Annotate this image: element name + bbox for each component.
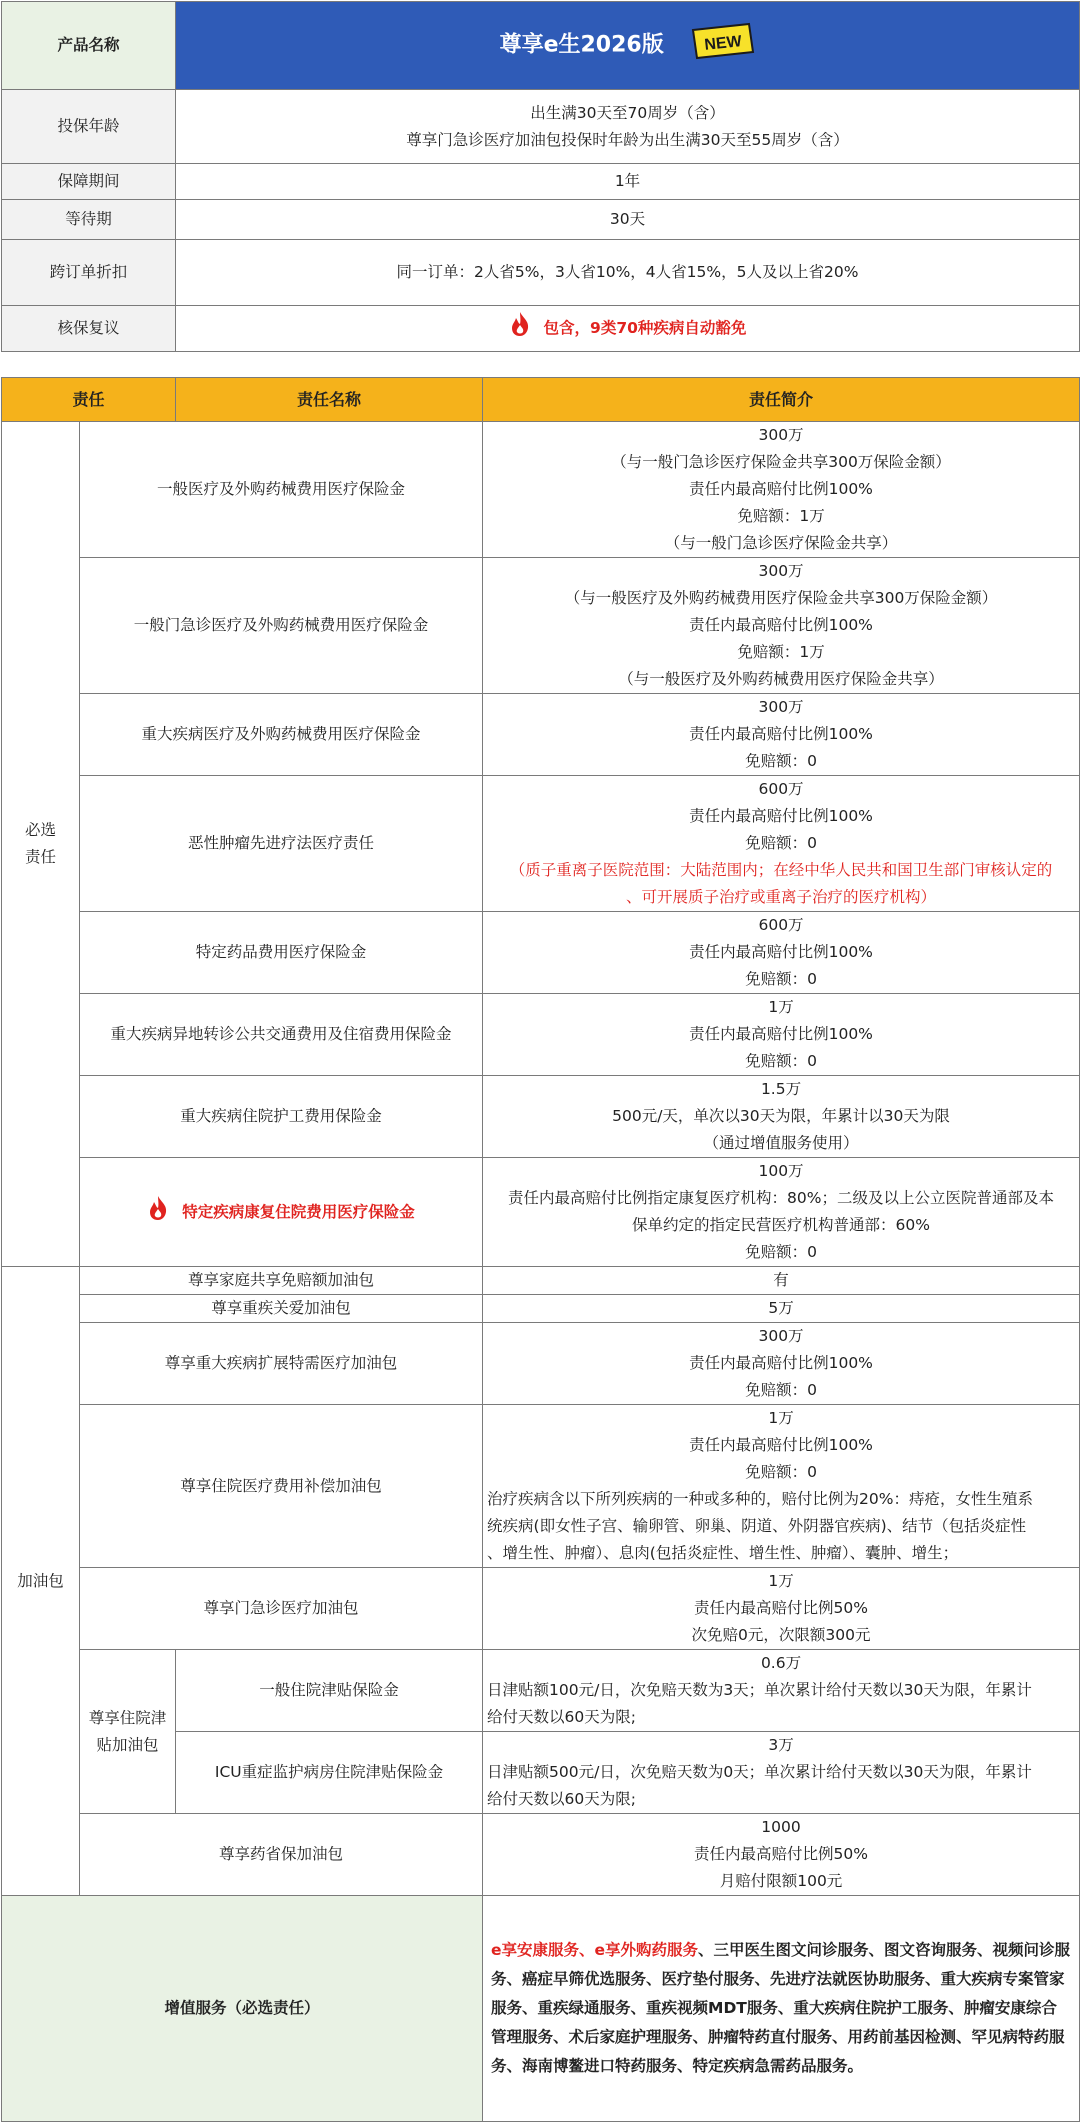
coverage-header-row: [2, 378, 1080, 422]
proton-hospital-note: （质子重离子医院范围：大陆范围内；在经中华人民共和国卫生部门审核认定的: [509, 861, 1053, 879]
product-name-cell: [176, 2, 1080, 90]
fire-icon: [147, 1195, 169, 1230]
info-value-discount: 同一订单：2人省5%，3人省10%，4人省15%，5人及以上省20%: [176, 240, 1080, 306]
coverage-summary: 300万 （与一般医疗及外购药械费用医疗保险金共享300万保险金额） 责任内最高赔付比例100% 免赔额：1万 （与一般医疗及外购药械费用医疗保险金共享）: [483, 558, 1080, 694]
services-highlight-1: e享安康服务、: [491, 1941, 595, 1959]
coverage-summary: 600万 责任内最高赔付比例100% 免赔额：0: [483, 912, 1080, 994]
table-row: [2, 776, 1080, 912]
services-row: [2, 1896, 1080, 2122]
header-responsibility: 责任: [2, 378, 176, 422]
coverage-name-highlight: [80, 1158, 483, 1267]
coverage-summary: 1万 责任内最高赔付比例100% 免赔额：0: [483, 994, 1080, 1076]
table-row: [2, 1650, 1080, 1732]
info-row-age: [2, 90, 1080, 164]
info-row-waiting: [2, 200, 1080, 240]
coverage-name: 重大疾病医疗及外购药械费用医疗保险金: [80, 694, 483, 776]
info-row-period: [2, 164, 1080, 200]
services-list: [483, 1896, 1080, 2122]
coverage-summary: 5万: [483, 1295, 1080, 1323]
coverage-summary: 100万 责任内最高赔付比例指定康复医疗机构：80%；二级及以上公立医院普通部及本 保单约定的指定民营医疗机构普通部：60% 免赔额：0: [483, 1158, 1080, 1267]
table-row: [2, 912, 1080, 994]
required-group-line-2: 责任: [24, 848, 56, 866]
table-row: [2, 1568, 1080, 1650]
coverage-summary: 1000 责任内最高赔付比例50% 月赔付限额100元: [483, 1814, 1080, 1896]
coverage-summary: 300万 （与一般门急诊医疗保险金共享300万保险金额） 责任内最高赔付比例100% 免赔额：1万 （与一般门急诊医疗保险金共享）: [483, 422, 1080, 558]
info-age-line-1: 出生满30天至70周岁（含）: [530, 103, 725, 122]
coverage-name: 一般门急诊医疗及外购药械费用医疗保险金: [80, 558, 483, 694]
product-name-row: [2, 2, 1080, 90]
coverage-table: [1, 377, 1080, 2122]
table-row: [2, 994, 1080, 1076]
table-row: [2, 1323, 1080, 1405]
product-name-label: 产品名称: [2, 2, 176, 90]
coverage-name: 尊享家庭共享免赔额加油包: [80, 1267, 483, 1295]
required-group-line-1: 必选: [24, 821, 56, 839]
coverage-summary: 600万 责任内最高赔付比例100% 免赔额：0 （质子重离子医院范围：大陆范围内；在经中华人民共和国卫生部门审核认定的 、可开展质子治疗或重离子治疗的医疗机构）: [483, 776, 1080, 912]
coverage-name: 尊享重疾关爱加油包: [80, 1295, 483, 1323]
info-value-waiting: 30天: [176, 200, 1080, 240]
info-value-underwriting: [176, 306, 1080, 352]
product-name: 尊享e生2026版: [499, 32, 664, 58]
coverage-name: ICU重症监护病房住院津贴保险金: [176, 1732, 483, 1814]
product-info-table: [1, 1, 1080, 352]
services-highlight-2: e享外购药服务: [594, 1941, 699, 1959]
new-badge: [689, 22, 755, 69]
info-value-period: 1年: [176, 164, 1080, 200]
services-label: 增值服务（必选责任）: [2, 1896, 483, 2122]
header-responsibility-name: 责任名称: [176, 378, 483, 422]
coverage-summary: 有: [483, 1267, 1080, 1295]
table-row: [2, 1295, 1080, 1323]
table-row: [2, 1267, 1080, 1295]
coverage-summary: 3万 日津贴额500元/日，次免赔天数为0天；单次累计给付天数以30天为限，年累计 给付天数以60天为限;: [483, 1732, 1080, 1814]
coverage-summary: 1万 责任内最高赔付比例50% 次免赔0元，次限额300元: [483, 1568, 1080, 1650]
info-age-line-2: 尊享门急诊医疗加油包投保时年龄为出生满30天至55周岁（含）: [406, 130, 849, 149]
info-row-underwriting: [2, 306, 1080, 352]
info-value-age: [176, 90, 1080, 164]
new-badge-text: NEW: [704, 33, 744, 54]
info-label-period: 保障期间: [2, 164, 176, 200]
underwriting-value: 包含，9类70种疾病自动豁免: [543, 319, 747, 337]
info-label-discount: 跨订单折扣: [2, 240, 176, 306]
coverage-name: 尊享药省保加油包: [80, 1814, 483, 1896]
coverage-name: 尊享住院医疗费用补偿加油包: [80, 1405, 483, 1568]
coverage-summary: 300万 责任内最高赔付比例100% 免赔额：0: [483, 694, 1080, 776]
coverage-name: 恶性肿瘤先进疗法医疗责任: [80, 776, 483, 912]
coverage-name: 重大疾病住院护工费用保险金: [80, 1076, 483, 1158]
coverage-name: 特定药品费用医疗保险金: [80, 912, 483, 994]
services-text: 、三甲医生图文问诊服务、图文咨询服务、视频问诊服务、癌症早筛优选服务、医疗垫付服务、先进疗法就医协助服务、重大疾病专案管家服务、重疾绿通服务、重疾视频MDT服务、重大疾病住院护工服务、肿瘤安康综合管理服务、术后家庭护理服务、肿瘤特药直付服务、用药前基因检测、罕见病特药服务、海南博鳌进口特药服务、特定疾病急需药品服务。: [491, 1941, 1071, 2075]
coverage-summary: 1万 责任内最高赔付比例100% 免赔额：0 治疗疾病含以下所列疾病的一种或多种的，赔付比例为20%：痔疮，女性生殖系 统疾病(即女性子宫、输卵管、卵巢、阴道、外阴器官疾病)、结节（包括炎症性 、增生性、肿瘤）、息肉(包括炎症性、增生性、肿瘤）、囊肿、增生；: [483, 1405, 1080, 1568]
hospital-allowance-subgroup: 尊享住院津贴加油包: [80, 1650, 176, 1814]
info-label-underwriting: 核保复议: [2, 306, 176, 352]
required-group-label: [2, 422, 80, 1267]
table-row: [2, 422, 1080, 558]
rehab-coverage-name: 特定疾病康复住院费用医疗保险金: [182, 1202, 415, 1221]
coverage-summary: 0.6万 日津贴额100元/日，次免赔天数为3天；单次累计给付天数以30天为限，年累计 给付天数以60天为限;: [483, 1650, 1080, 1732]
info-row-discount: [2, 240, 1080, 306]
table-row: [2, 1405, 1080, 1568]
addon-group-label: 加油包: [2, 1267, 80, 1896]
fire-icon: [509, 311, 531, 346]
table-row: [2, 1076, 1080, 1158]
table-row: [2, 1814, 1080, 1896]
coverage-name: 一般住院津贴保险金: [176, 1650, 483, 1732]
table-row: [2, 1158, 1080, 1267]
proton-hospital-note-2: 、可开展质子治疗或重离子治疗的医疗机构）: [626, 888, 937, 906]
coverage-name: 重大疾病异地转诊公共交通费用及住宿费用保险金: [80, 994, 483, 1076]
table-row: [2, 558, 1080, 694]
coverage-summary: 1.5万 500元/天，单次以30天为限，年累计以30天为限 （通过增值服务使用）: [483, 1076, 1080, 1158]
coverage-summary: 300万 责任内最高赔付比例100% 免赔额：0: [483, 1323, 1080, 1405]
coverage-name: 尊享重大疾病扩展特需医疗加油包: [80, 1323, 483, 1405]
header-responsibility-summary: 责任简介: [483, 378, 1080, 422]
table-row: [2, 694, 1080, 776]
coverage-name: 一般医疗及外购药械费用医疗保险金: [80, 422, 483, 558]
info-label-waiting: 等待期: [2, 200, 176, 240]
new-badge-icon: [689, 22, 755, 62]
coverage-name: 尊享门急诊医疗加油包: [80, 1568, 483, 1650]
info-label-age: 投保年龄: [2, 90, 176, 164]
